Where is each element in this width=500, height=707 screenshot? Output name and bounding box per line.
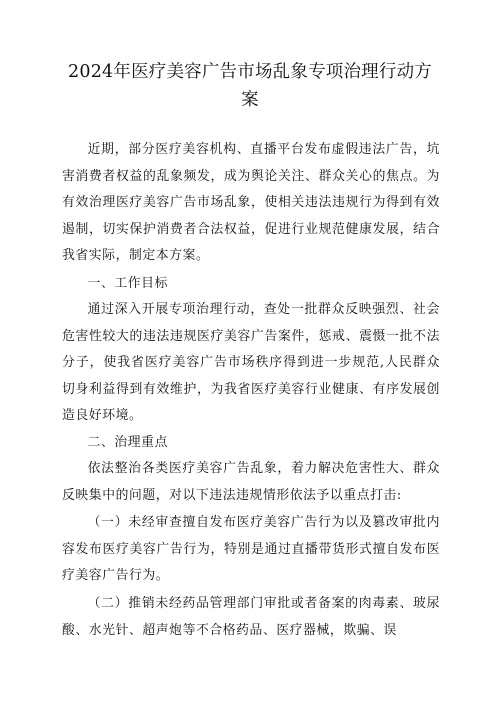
focus-item-2: （二）推销未经药品管理部门审批或者备案的肉毒素、玻尿酸、水光针、超声炮等不合格药品、医疗器械，欺骗、误 — [62, 596, 440, 638]
section-heading-focus: 二、治理重点 — [87, 435, 168, 450]
intro-paragraph: 近期，部分医疗美容机构、直播平台发布虚假违法广告，坑害消费者权益的乱象频发，成为舆论关注、群众关心的焦点。为有效治理医疗美容广告市场乱象，使相关违法违规行为得到有效遏制，切实保护消费者合法权益，促进行业规范健康发展，结合我省实际，制定本方案。 — [62, 142, 440, 263]
focus-paragraph: 依法整治各类医疗美容广告乱象，着力解决危害性大、群众反映集中的问题，对以下违法违规情形依法予以重点打击: — [62, 461, 440, 503]
goals-paragraph: 通过深入开展专项治理行动，查处一批群众反映强烈、社会危害性较大的违法违规医疗美容广告案件，惩戒、震慑一批不法分子，使我省医疗美容广告市场秩序得到进一步规范,人民群众切身利益得到有效维护，为我省医疗美容行业健康、有序发展创造良好环境。 — [62, 302, 440, 423]
focus-item-1: （一）未经审查擅自发布医疗美容广告行为以及篡改审批内容发布医疗美容广告行为，特别是通过直播带货形式擅自发布医疗美容广告行为。 — [62, 515, 440, 583]
section-heading-goals: 一、工作目标 — [87, 276, 168, 291]
document-title: 2024年医疗美容广告市场乱象专项治理行动方案 — [68, 62, 432, 110]
